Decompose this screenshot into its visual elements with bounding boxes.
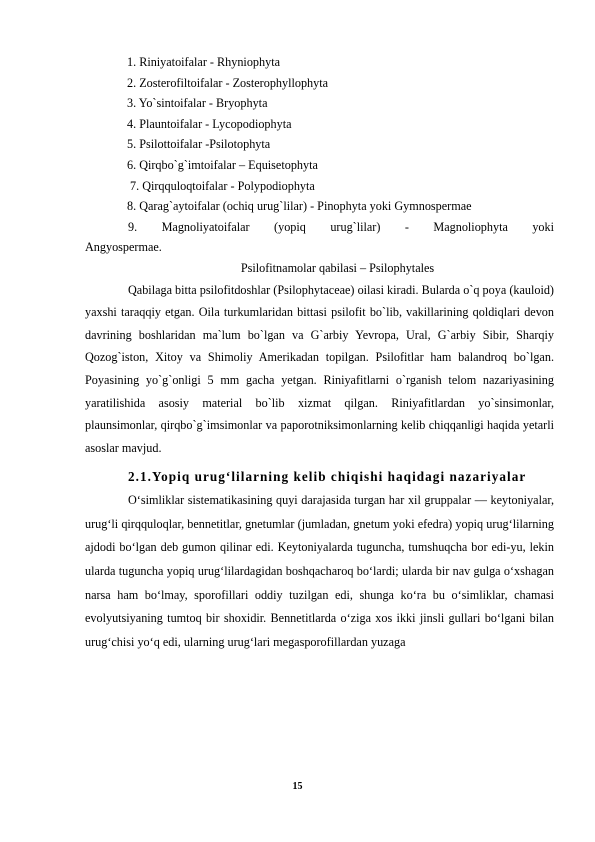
word: yoki — [532, 219, 554, 234]
section-heading: 2.1.Yopiq urug‘lilarning kelib chiqishi haqidagi nazariyalar — [128, 469, 527, 485]
list-item: 1. Riniyatoifalar - Rhyniophyta — [127, 55, 280, 69]
list-item: 5. Psilottoifalar -Psilotophyta — [127, 137, 271, 152]
section-subtitle: Psilofitnamolar qabilasi – Psilophytales — [240, 260, 435, 275]
body-paragraph: O‘simliklar sistematikasining quyi darajasida turgan har xil gruppalar — keytoniyalar, urug‘li qirqquloqlar, bennetitlar, gnetumlar (jumladan, gnetum yoki efedra) yopiq urug‘lilarning ajdodi bo‘lgan deb gumon qilinar edi. Keytoniyalarda tuguncha, tumshuqcha bor edi-yu, lekin ularda tuguncha yopiq urug‘lilardagidan boshqacharoq bo‘lardi; ularda bir nav gulga o‘xshagan narsa ham bo‘lmay, sporofillari oddiy tuzilgan edi, shunga ko‘ra bu o‘simliklar, chamasi evolyutsiyaning tumtoq bir shoxidir. Bennetitlarda o‘ziga xos ikki jinsli gullari bo‘lgani bilan urug‘chisi yo‘q edi, ularning urug‘lari megasporofillardan yuzaga — [85, 493, 554, 649]
list-item: 3. Yo`sintoifalar - Bryophyta — [127, 96, 268, 111]
word: - — [404, 219, 409, 234]
page-number: 15 — [292, 781, 303, 792]
word: Magnoliyatoifalar — [161, 219, 250, 234]
word: urug`lilar) — [330, 219, 381, 234]
list-item: 7. Qirqquloqtoifalar - Polypodiophyta — [130, 178, 315, 193]
list-item-9 — [85, 217, 554, 258]
word: Magnoliophyta — [433, 219, 508, 234]
list-item-9-continuation: Angyospermae. — [85, 240, 162, 255]
list-item-9-first-line — [85, 217, 554, 238]
list-item: 2. Zosterofiltoifalar - Zosterophyllophyta — [127, 75, 329, 90]
document-page — [85, 52, 554, 654]
list-item: 6. Qirqbo`g`imtoifalar – Equisetophyta — [127, 157, 318, 172]
word: (yopiq — [274, 219, 306, 234]
body-paragraph: Qabilaga bitta psilofitdoshlar (Psilophytaceae) oilasi kiradi. Bularda o`q poya (kauloid) yaxshi taraqqiy etgan. Oila turkumlaridan bittasi psilofit bo`lib, vakillarining qoldiqlari devon davrining boshlaridan ma`lum bo`lgan va G`arbiy Yevropa, Ural, G`arbiy Sibir, Sharqiy Qozog`iston, Xitoy va Shimoliy Amerikadan topilgan. Psilofitlar ham balandroq bo`lgan. Poyasining yo`g`onligi 5 mm gacha yetgan. Riniyafitlarni o`rganish telom nazariyasining yaratilishida asosiy material bo`lib xizmat qilgan. Riniyafitlardan yo`sinsimonlar, plaunsimonlar, qirqbo`g`imsimonlar va paporotniksimonlarning kelib chiqqanligi haqida yetarli asoslar mavjud. — [85, 282, 554, 455]
list-item: 4. Plauntoifalar - Lycopodiophyta — [127, 116, 292, 131]
word: 9. — [128, 219, 138, 234]
list-item: 8. Qarag`aytoifalar (ochiq urug`lilar) - Pinophyta yoki Gymnospermae — [127, 199, 472, 214]
